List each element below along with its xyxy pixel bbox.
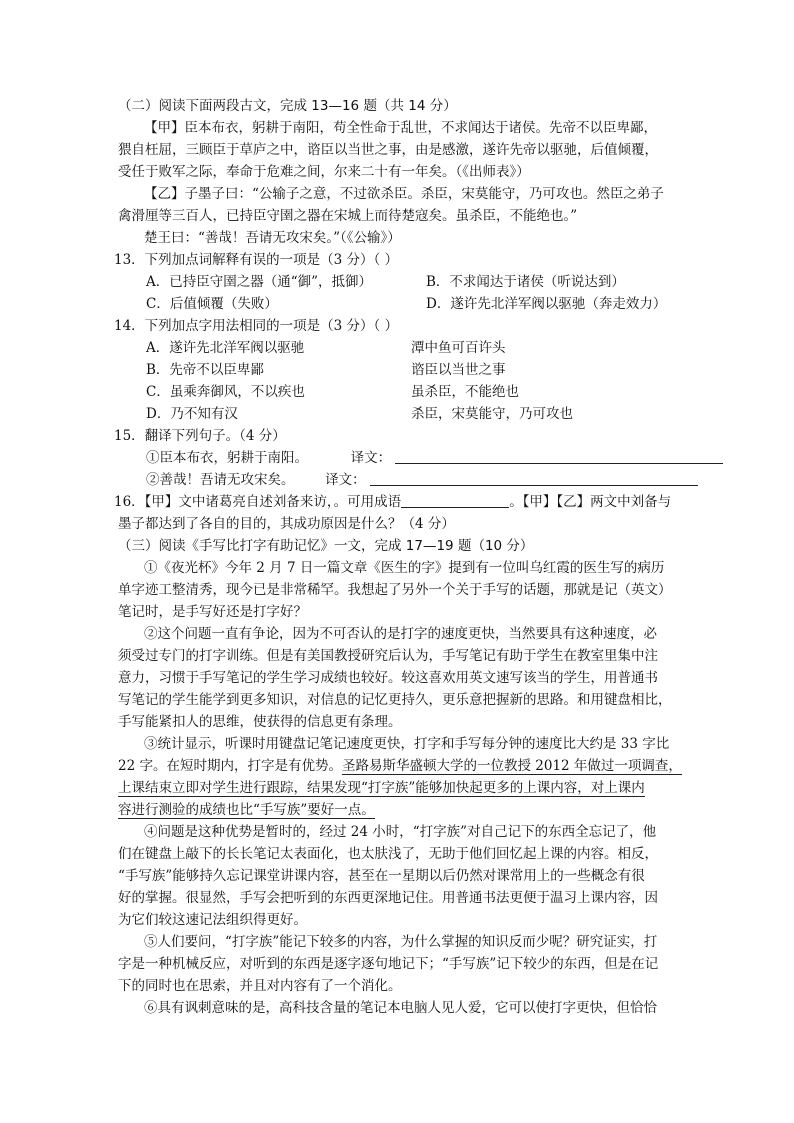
- translation-label: 译文：: [325, 472, 366, 488]
- question-14-option-row: [118, 359, 688, 381]
- paragraph-line: 们在键盘上敲下的长长笔记太表面化，也太肤浅了，无助于他们回忆起上课的内容。相反，: [118, 846, 658, 862]
- question-15-item-2: [118, 469, 688, 491]
- paragraph-line: 笔记时，是手写好还是打字好？: [118, 604, 307, 620]
- paragraph-line: ④问题是这种优势是暂时的，经过 24 小时，“打字族”对自己记下的东西全忘记了，他: [144, 824, 657, 840]
- paragraph-line: ①《夜光杯》今年 2 月 7 日一篇文章《医生的字》提到有一位叫乌红霞的医生写的病历: [144, 560, 665, 576]
- paragraph-line: 意力，习惯于手写笔记的学生学习成绩也较好。较这喜欢用英文速写该当的学生，用普通书: [118, 670, 658, 686]
- underlined-text: 容进行测验的成绩也比“手写族”要好一点。: [118, 802, 375, 818]
- passage-jia-line: 【甲】臣本布衣，躬耕于南阳，苟全性命于乱世，不求闻达于诸侯。先帝不以臣卑鄙，: [144, 120, 657, 136]
- answer-blank[interactable]: [370, 471, 698, 486]
- sentence-2: ②善哉！吾请无攻宋矣。: [146, 472, 295, 488]
- option-right: 杀臣，宋莫能守，乃可攻也: [411, 406, 573, 422]
- passage-jia-line: 受任于败军之际，奉命于危难之间，尔来二十有一年矣。（《出师表》）: [118, 164, 530, 180]
- paragraph-line: 下的同时也在思索，并且对内容有了一个消化。: [118, 978, 402, 994]
- question-13-options-row: [118, 271, 688, 293]
- question-16-line-2: 墨子都达到了各自的目的，其成功原因是什么？（4 分）: [118, 516, 455, 532]
- question-16-line-1: [114, 491, 688, 513]
- question-14-stem: 14．下列加点字用法相同的一项是（3 分）（ ）: [114, 318, 399, 334]
- question-13-options-row: [118, 293, 688, 315]
- question-14-option-row: [118, 337, 688, 359]
- option-right: 谘臣以当世之事: [411, 362, 506, 378]
- passage-yi-line: 禽滑厘等三百人，已持臣守圉之器在宋城上而待楚寇矣。虽杀臣，不能绝也。”: [118, 208, 578, 224]
- paragraph-line: 单字迹工整清秀，现今已是非常稀罕。我想起了另外一个关于手写的话题，那就是记（英文）: [118, 582, 672, 598]
- paragraph-line: 须受过专门的打字训练。但是有美国教授研究后认为，手写笔记有助于学生在教室里集中注: [118, 648, 658, 664]
- option-left: C．虽乘奔御风，不以疾也: [146, 384, 305, 400]
- passage-jia-line: 猥自枉屈，三顾臣于草庐之中，谘臣以当世之事，由是感激，遂许先帝以驱驰，后值倾覆，: [118, 142, 658, 158]
- underlined-text: 圣路易斯华盛顿大学的一位教授 2012 年做过一项调查，: [341, 758, 682, 774]
- option-c: C．后值倾覆（失败）: [146, 296, 278, 312]
- underlined-text: 上课结束立即对学生进行跟踪，结果发现“打字族”能够加快起更多的上课内容，对上课内: [118, 780, 645, 796]
- paragraph-line: 字是一种机械反应，对听到的东西是逐字逐句地记下；“手写族”记下较少的东西，但是在记: [118, 956, 659, 972]
- question-16-text-cont: 。【甲】【乙】两文中刘备与: [509, 494, 672, 510]
- paragraph-line: 写笔记的学生能学到更多知识，对信息的记忆更持久，更乐意把握新的思路。和用键盘相比，: [118, 692, 672, 708]
- question-15-item-1: [118, 447, 688, 469]
- option-left: D．乃不知有汉: [146, 406, 238, 422]
- paragraph-text: 22 字。在短时期内，打字是有优势。: [118, 758, 342, 774]
- passage-yi-line: 【乙】子墨子曰：“公输子之意，不过欲杀臣。杀臣，宋莫能守，乃可攻也。然臣之弟子: [144, 186, 664, 202]
- option-left: A．遂许先北洋军阀以驱驰: [146, 340, 305, 356]
- option-right: 虽杀臣，不能绝也: [411, 384, 519, 400]
- section-2-heading: （二）阅读下面两段古文，完成 13—16 题（共 14 分）: [118, 98, 457, 114]
- section-3-heading: （三）阅读《手写比打字有助记忆》一文，完成 17—19 题（10 分）: [118, 538, 534, 554]
- option-d: D．遂许先北洋军阀以驱驰（奔走效力）: [426, 296, 667, 312]
- translation-label: 译文：: [350, 450, 392, 466]
- paragraph-line: 为它们较这速记法组织得更好。: [118, 912, 307, 928]
- paragraph-line: ②这个问题一直有争论，因为不可否认的是打字的速度更快，当然要具有这种速度，必: [144, 626, 657, 642]
- answer-blank[interactable]: [395, 449, 723, 464]
- question-15-stem: 15．翻译下列句子。（4 分）: [114, 428, 286, 444]
- passage-yi-line: 楚王曰：“善哉！吾请无攻宋矣。”（《公输》）: [144, 230, 401, 246]
- paragraph-line: ⑥具有讽刺意味的是，高科技含量的笔记本电脑人见人爱，它可以使打字更快，但恰恰: [144, 1000, 657, 1016]
- question-14-option-row: [118, 381, 688, 403]
- option-b: B．不求闻达于诸侯（听说达到）: [426, 274, 625, 290]
- paragraph-line: 手写能紧扣人的思维，使获得的信息更有条理。: [118, 714, 402, 730]
- question-14-option-row: [118, 403, 688, 425]
- paragraph-line: “手写族”能够持久忘记课堂讲课内容，甚至在一星期以后仍然对课常用上的一些概念有很: [118, 868, 645, 884]
- paragraph-line: ⑤人们要问，“打字族”能记下较多的内容，为什么掌握的知识反而少呢？研究证实，打: [144, 934, 658, 950]
- sentence-1: ①臣本布衣，躬耕于南阳。: [146, 450, 308, 466]
- question-13-stem: 13．下列加点词解释有误的一项是（3 分）（ ）: [114, 252, 399, 268]
- paragraph-line: [118, 777, 688, 799]
- question-16-text: 16．【甲】文中诸葛亮自述刘备来访，。可用成语: [114, 494, 402, 510]
- option-left: B．先帝不以臣卑鄙: [146, 362, 264, 378]
- idiom-blank[interactable]: [401, 493, 509, 508]
- exam-page: [114, 95, 688, 1019]
- paragraph-line: [118, 755, 688, 777]
- paragraph-line: ③统计显示，听课时用键盘记笔记速度更快，打字和手写每分钟的速度比大约是 33 字比: [144, 736, 670, 752]
- option-a: A．已持臣守圉之器（通“御”，抵御）: [146, 274, 373, 290]
- paragraph-line: 好的掌握。很显然，手写会把听到的东西更深地记住。用普通书法更便于温习上课内容，因: [118, 890, 658, 906]
- paragraph-line: [118, 799, 688, 821]
- option-right: 潭中鱼可百许头: [411, 340, 506, 356]
